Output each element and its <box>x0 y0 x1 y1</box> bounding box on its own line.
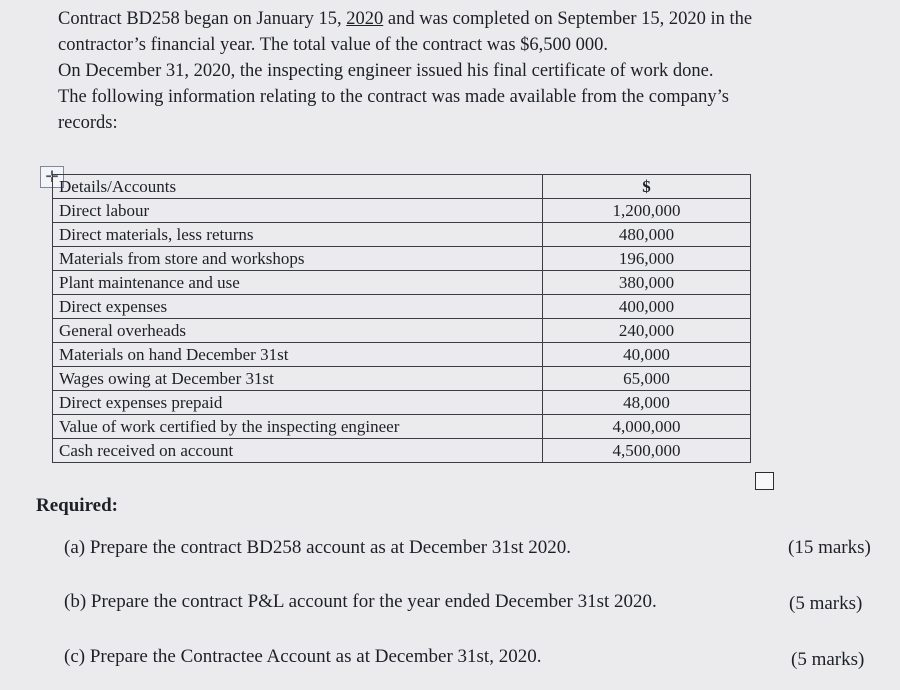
row-label: Materials on hand December 31st <box>53 343 543 367</box>
table-row <box>53 319 751 343</box>
intro-line-1-part-c: and was completed on September 15, 2020 in the <box>383 9 753 29</box>
intro-line-1-part-a: Contract BD258 began on January 15, <box>58 9 347 29</box>
row-label: Direct expenses <box>53 295 543 319</box>
table-row <box>53 271 751 295</box>
row-amount: 4,000,000 <box>543 415 751 439</box>
table-row <box>53 439 751 463</box>
table-row <box>53 415 751 439</box>
table-body <box>53 199 751 463</box>
row-label: Direct expenses prepaid <box>53 391 543 415</box>
row-label: Cash received on account <box>53 439 543 463</box>
row-label: Materials from store and workshops <box>53 247 543 271</box>
intro-line-1 <box>58 6 888 32</box>
row-amount: 65,000 <box>543 367 751 391</box>
table-header-row <box>53 175 751 199</box>
row-amount: 4,500,000 <box>543 439 751 463</box>
intro-paragraph <box>58 6 888 136</box>
row-amount: 380,000 <box>543 271 751 295</box>
question-b-marks: (5 marks) <box>789 593 863 614</box>
row-label: Wages owing at December 31st <box>53 367 543 391</box>
table-row <box>53 343 751 367</box>
table-resize-handle[interactable] <box>755 472 774 490</box>
row-amount: 40,000 <box>543 343 751 367</box>
row-amount: 400,000 <box>543 295 751 319</box>
question-a: (a) Prepare the contract BD258 account as at December 31st 2020. <box>64 537 571 558</box>
row-amount: 480,000 <box>543 223 751 247</box>
table-row <box>53 295 751 319</box>
table-row <box>53 199 751 223</box>
table-row <box>53 247 751 271</box>
row-amount: 1,200,000 <box>543 199 751 223</box>
row-label: Value of work certified by the inspecting engineer <box>53 415 543 439</box>
records-table <box>52 174 751 463</box>
intro-line-3: On December 31, 2020, the inspecting engineer issued his final certificate of work done. <box>58 61 714 81</box>
table-row <box>53 223 751 247</box>
row-label: General overheads <box>53 319 543 343</box>
intro-line-2: contractor’s financial year. The total value of the contract was $6,500 000. <box>58 35 609 55</box>
row-label: Direct labour <box>53 199 543 223</box>
row-label: Direct materials, less returns <box>53 223 543 247</box>
table-row <box>53 367 751 391</box>
table-row <box>53 391 751 415</box>
question-c: (c) Prepare the Contractee Account as at December 31st, 2020. <box>64 646 542 667</box>
row-amount: 48,000 <box>543 391 751 415</box>
question-a-marks: (15 marks) <box>788 537 871 558</box>
row-amount: 196,000 <box>543 247 751 271</box>
move-arrows-icon[interactable]: ✛ <box>40 166 64 188</box>
header-amount: $ <box>543 175 751 199</box>
row-label: Plant maintenance and use <box>53 271 543 295</box>
intro-line-5: records: <box>58 113 118 133</box>
intro-line-4: The following information relating to the contract was made available from the company’s <box>58 87 729 107</box>
question-c-marks: (5 marks) <box>791 649 865 670</box>
header-details-accounts: Details/Accounts <box>53 175 543 199</box>
intro-line-1-year: 2020 <box>346 9 384 29</box>
question-b: (b) Prepare the contract P&L account for the year ended December 31st 2020. <box>64 591 657 612</box>
required-heading: Required: <box>36 495 118 516</box>
row-amount: 240,000 <box>543 319 751 343</box>
